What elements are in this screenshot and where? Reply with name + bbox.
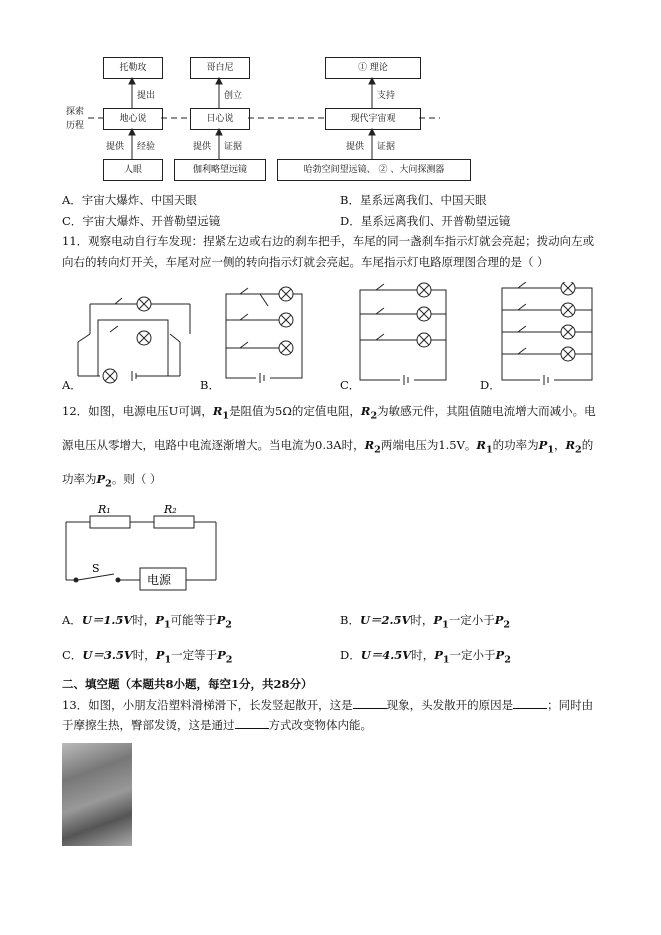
- up-label-3: 支持: [377, 91, 396, 101]
- side-label-2: 历程: [66, 121, 85, 131]
- q12-a-voltage: U＝1.5V: [81, 613, 133, 627]
- up-label-2: 创立: [224, 91, 243, 101]
- q12-text-2d: ，: [553, 438, 566, 452]
- r2-resistor: [154, 516, 194, 528]
- q12-text-3b: 。则（ ）: [111, 472, 162, 486]
- r1-symbol: R: [212, 404, 223, 418]
- q10-option-c[interactable]: C．宇宙大爆炸、开普勒望远镜: [62, 214, 221, 228]
- r1-sub: 1: [222, 410, 230, 422]
- p1-sub: 1: [547, 444, 554, 456]
- q12-option-a[interactable]: [62, 612, 232, 630]
- q13-blank-1[interactable]: [353, 697, 387, 709]
- q12-option-d[interactable]: [340, 647, 511, 665]
- q12-c-rel: 一定等于: [171, 648, 218, 662]
- q12-a-p1: P: [155, 613, 164, 627]
- q12-d-p1: P: [434, 648, 443, 662]
- circuit-c-lamp-3: [417, 333, 431, 347]
- top-box-ptolemy: 托勒玫: [103, 57, 163, 79]
- q12-text-1a: 12．如图，电源电压U可调，: [62, 404, 213, 418]
- down-label-right-3: 证据: [377, 142, 396, 152]
- source-label: 电源: [147, 573, 172, 587]
- r1-label: R₁: [98, 503, 111, 516]
- q12-b-p2: P: [494, 613, 504, 627]
- q13-text-2b: 方式改变物体内能。: [268, 718, 372, 732]
- q13-text-2a: 于摩擦生热，臀部发烫，这是通过: [62, 718, 235, 732]
- circuit-d-lamp-4: [561, 347, 575, 361]
- p1-symbol: P: [538, 438, 548, 452]
- q12-line-3: [62, 471, 161, 492]
- section-heading: 二、填空题（本题共8小题，每空1分，共28分）: [62, 677, 313, 691]
- circuit-b-lamp-1: [279, 287, 293, 301]
- circuit-c-lamp-2: [417, 307, 431, 321]
- q12-circuit: [60, 500, 240, 592]
- r2-sub-3: 2: [575, 444, 582, 456]
- q12-a-p1-sub: 1: [163, 619, 171, 631]
- mid-box-modern: 现代宇宙观: [325, 108, 421, 130]
- q13-blank-3[interactable]: [235, 717, 269, 729]
- circuit-d-lamp-1: [561, 282, 575, 295]
- circuit-d-lamp-3: [561, 325, 575, 339]
- q12-d-mid: 时，: [411, 648, 435, 662]
- circuit-a: [78, 298, 190, 381]
- q12-c-p2-sub: 2: [225, 654, 233, 666]
- diagram-connectors: [0, 0, 661, 200]
- q12-c-p1-sub: 1: [164, 654, 172, 666]
- bottom-box-eye: 人眼: [103, 159, 163, 181]
- circuit-a-lamp-2: [137, 331, 151, 345]
- circuit-b-lamp-3: [279, 341, 293, 355]
- q13-line-1: [62, 697, 593, 713]
- q12-b-p1: P: [433, 613, 443, 627]
- q12-c-p2: P: [217, 648, 226, 662]
- r2-label: R₂: [164, 503, 177, 516]
- q13-text-1b: 现象，头发散开的原因是: [386, 698, 514, 712]
- circuit-b: [226, 288, 302, 383]
- q12-d-p1-sub: 1: [442, 654, 450, 666]
- r1-resistor: [90, 516, 130, 528]
- circuit-d: [502, 282, 592, 385]
- q12-line-2: [62, 437, 593, 458]
- q12-c-letter: C．: [62, 648, 83, 662]
- circuit-c-lamp-1: [417, 283, 431, 297]
- r1-sub-2: 1: [485, 444, 493, 456]
- q12-option-c[interactable]: [62, 647, 232, 665]
- q11-option-a[interactable]: A．: [62, 378, 82, 392]
- q12-text-3a: 功率为: [62, 472, 97, 486]
- r2-symbol-2: R: [364, 438, 375, 452]
- q12-a-mid: 时，: [132, 613, 156, 627]
- q12-option-b[interactable]: [340, 612, 510, 630]
- circuit-b-lamp-2: [279, 313, 293, 327]
- bottom-box-hubble: 哈勃空间望远镜、 ② 、大问探测器: [277, 159, 471, 181]
- q12-text-2e: 的: [581, 438, 594, 452]
- r1-symbol-2: R: [476, 438, 486, 452]
- down-label-left-2: 提供: [193, 142, 212, 152]
- q12-b-mid: 时，: [410, 613, 434, 627]
- q12-d-letter: D．: [340, 648, 361, 662]
- q12-b-voltage: U＝2.5V: [359, 613, 411, 627]
- slide-child-photo: [62, 743, 132, 846]
- q12-text-1c: 为敏感元件，其阻值随电流增大而减小。电: [377, 404, 596, 418]
- q12-c-p1: P: [155, 648, 165, 662]
- r2-symbol-3: R: [565, 438, 576, 452]
- bottom-box-galileo: 伽利略望远镜: [174, 159, 266, 181]
- q10-option-d[interactable]: D．星系远离我们、开普勒望远镜: [340, 214, 511, 228]
- q12-a-p2-sub: 2: [225, 619, 232, 631]
- q12-b-letter: B．: [340, 613, 360, 627]
- q12-c-mid: 时，: [132, 648, 156, 662]
- q13-text-1c: ；同时由: [547, 698, 594, 712]
- r2-sub-2: 2: [374, 444, 381, 456]
- q13-line-2: [62, 717, 372, 733]
- q12-line-1: [62, 403, 596, 424]
- q13-text-1a: 13．如图，小朋友沿塑料滑梯滑下，长发竖起散开，这是: [62, 698, 353, 712]
- q12-a-letter: A．: [62, 613, 82, 627]
- q10-option-b[interactable]: B．星系远离我们、中国天眼: [340, 193, 487, 207]
- q11-circuits: [60, 282, 620, 392]
- q12-a-p2: P: [216, 613, 226, 627]
- q12-text-2a: 源电压从零增大，电路中电流逐渐增大。当电流为0.3A时，: [62, 438, 365, 452]
- q11-line-2: 向右的转向灯开关，车尾对应一侧的转向指示灯就会亮起。车尾指示灯电路原理图合理的是（ ）: [62, 255, 549, 269]
- q11-option-b[interactable]: B．: [200, 378, 220, 392]
- mid-box-heliocentric: 日心说: [190, 108, 250, 130]
- q12-d-p2: P: [495, 648, 505, 662]
- down-label-right-1: 经验: [137, 142, 156, 152]
- q11-option-d[interactable]: D．: [480, 378, 501, 392]
- q12-text-2b: 两端电压为1.5V。: [380, 438, 477, 452]
- switch-label: S: [92, 562, 100, 575]
- q12-a-rel: 可能等于: [170, 613, 217, 627]
- q12-d-p2-sub: 2: [504, 654, 511, 666]
- q12-text-1b: 是阻值为5Ω的定值电阻，: [229, 404, 361, 418]
- q10-option-a[interactable]: A．宇宙大爆炸、中国天眼: [62, 193, 197, 207]
- q12-b-rel: 一定小于: [448, 613, 495, 627]
- q12-d-rel: 一定小于: [449, 648, 496, 662]
- r2-symbol: R: [360, 404, 371, 418]
- circuit-c: [360, 284, 446, 385]
- circuit-a-lamp-3: [103, 369, 117, 383]
- down-label-left-3: 提供: [346, 142, 365, 152]
- q12-b-p1-sub: 1: [442, 619, 449, 631]
- r2-sub: 2: [370, 410, 378, 422]
- side-label-1: 探索: [66, 107, 85, 117]
- q13-blank-2[interactable]: [513, 697, 547, 709]
- q11-option-c[interactable]: C．: [340, 378, 361, 392]
- q12-d-voltage: U＝4.5V: [360, 648, 412, 662]
- top-box-theory: ① 理论: [325, 57, 421, 79]
- p2-sub: 2: [105, 478, 112, 490]
- p2-symbol: P: [96, 472, 106, 486]
- q12-c-voltage: U＝3.5V: [82, 648, 133, 662]
- down-label-left-1: 提供: [106, 142, 125, 152]
- down-label-right-2: 证据: [224, 142, 243, 152]
- top-box-copernicus: 哥白尼: [190, 57, 250, 79]
- circuit-d-lamp-2: [561, 303, 575, 317]
- circuit-a-lamp-1: [137, 297, 151, 311]
- up-label-1: 提出: [137, 91, 156, 101]
- q11-line-1: 11．观察电动自行车发现：捏紧左边或右边的刹车把手，车尾的同一盏刹车指示灯就会亮起；拨动向左或: [62, 234, 595, 248]
- q12-text-2c: 的功率为: [492, 438, 539, 452]
- q12-b-p2-sub: 2: [503, 619, 511, 631]
- mid-box-geocentric: 地心说: [103, 108, 163, 130]
